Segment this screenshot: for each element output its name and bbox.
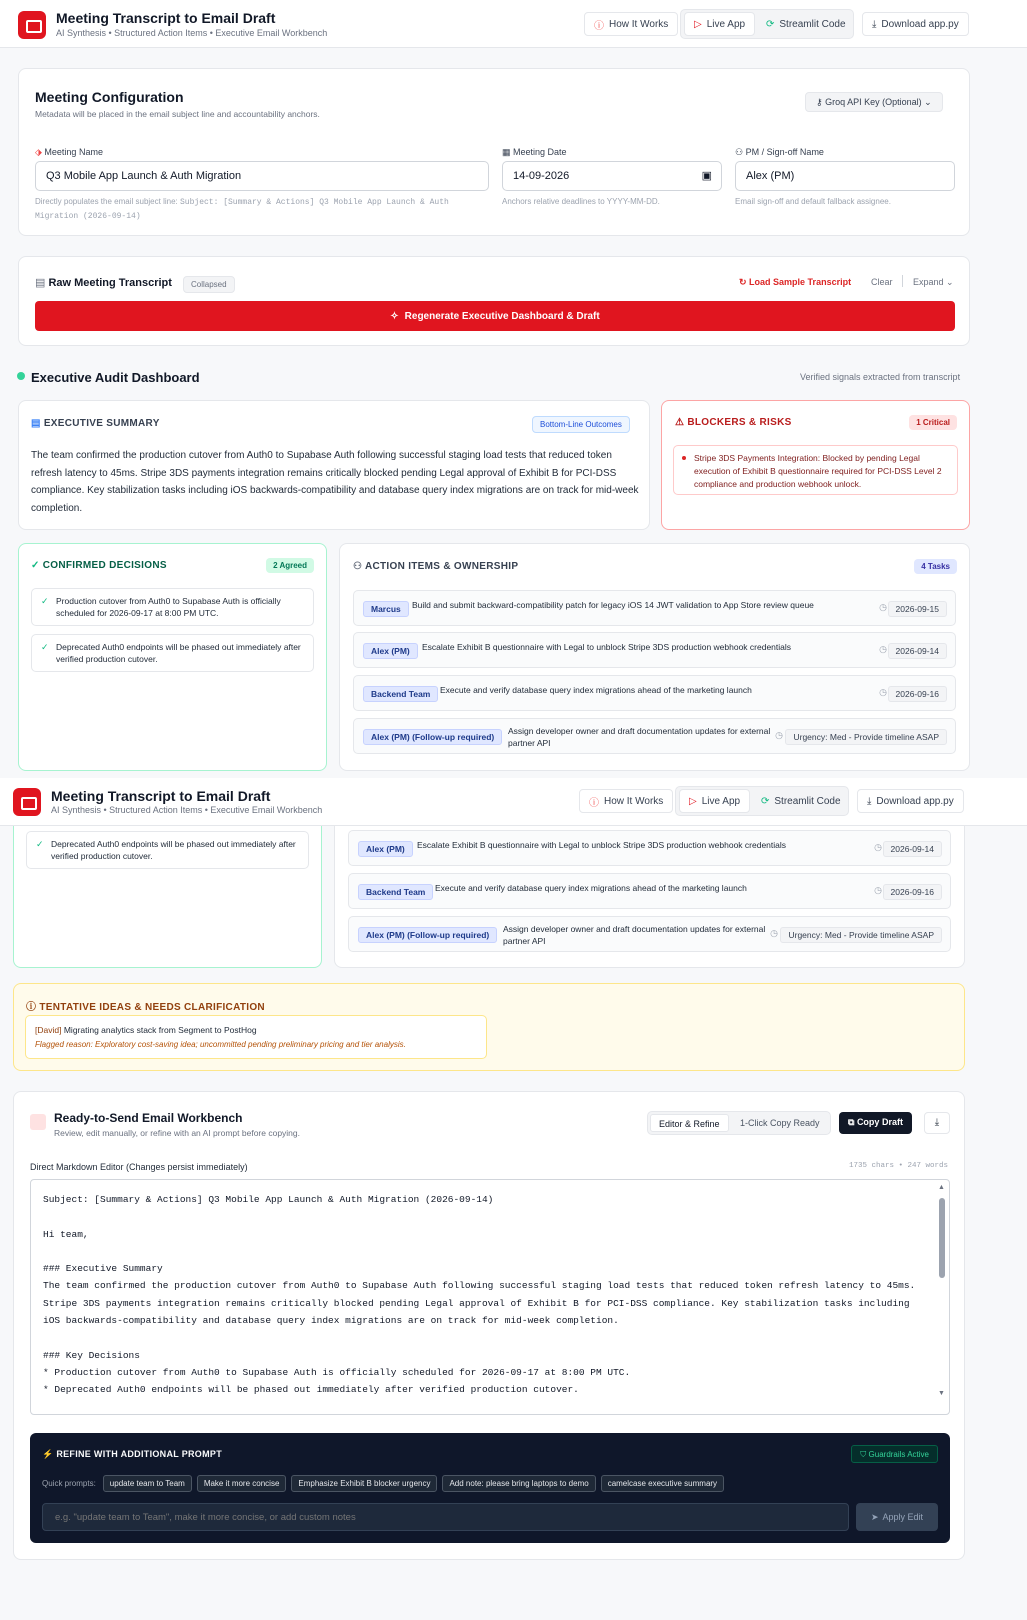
- meeting-name-hint: Directly populates the email subject line: Subject: [Summary & Actions] Q3 Mobile App Launch & Auth Migration (2026-09-14): [35, 197, 449, 221]
- play-icon: ▷: [694, 18, 702, 30]
- divider: [902, 275, 903, 287]
- config-subtitle: Metadata will be placed in the email subject line and accountability anchors.: [35, 109, 320, 119]
- bottom-line-badge: Bottom-Line Outcomes: [532, 416, 630, 433]
- meeting-date-hint: Anchors relative deadlines to YYYY-MM-DD.: [502, 197, 660, 206]
- transcript-card: [18, 256, 970, 346]
- critical-badge: 1 Critical: [909, 415, 957, 430]
- calendar-icon: ▦: [502, 147, 514, 157]
- file-icon: ▤: [35, 277, 49, 289]
- tag-icon: ⬗: [35, 147, 45, 157]
- send-icon: ➤: [870, 1511, 879, 1522]
- meeting-date-input[interactable]: 14-09-2026 ▣: [502, 161, 722, 191]
- due-date: 2026-09-14: [883, 841, 942, 857]
- decisions-card: [18, 543, 327, 771]
- download-icon: ⤓: [867, 795, 872, 807]
- live-app-tab[interactable]: ▷ Live App: [684, 12, 755, 36]
- check-icon: ✓: [36, 839, 44, 849]
- owner-badge: Marcus: [363, 601, 409, 617]
- due-urgency: Urgency: Med - Provide timeline ASAP: [780, 927, 942, 943]
- key-icon: ⚷: [816, 97, 826, 107]
- load-sample-button[interactable]: ↻ Load Sample Transcript: [739, 277, 852, 287]
- workbench-title: Ready-to-Send Email Workbench: [54, 1111, 243, 1125]
- app-title: Meeting Transcript to Email Draft: [51, 788, 271, 804]
- bullet: [682, 456, 686, 460]
- markdown-editor[interactable]: [30, 1179, 950, 1415]
- actions-card: [339, 543, 970, 771]
- warning-icon: ⚠: [675, 417, 688, 428]
- due-date: 2026-09-16: [883, 884, 942, 900]
- tentative-item: [25, 1015, 487, 1059]
- quick-prompt-chip[interactable]: camelcase executive summary: [601, 1475, 724, 1492]
- app-title: Meeting Transcript to Email Draft: [56, 10, 276, 26]
- clock-icon: ◷: [770, 928, 778, 938]
- decision-item: ✓ Production cutover from Auth0 to Supabase Auth is officially scheduled for 2026-09-17 at 8:00 PM UTC.: [31, 588, 314, 626]
- apply-edit-button[interactable]: ➤ Apply Edit: [856, 1503, 938, 1531]
- executive-summary-card: [18, 400, 650, 530]
- users-icon: ⚇: [353, 561, 365, 572]
- tentative-reason: Flagged reason: Exploratory cost-saving idea; uncommitted pending preliminary pricing and tier analysis.: [35, 1040, 406, 1049]
- chevron-down-icon: ⌄: [921, 97, 932, 107]
- decisions-title: ✓ CONFIRMED DECISIONS: [31, 560, 167, 571]
- refresh-icon: ↻: [739, 277, 750, 287]
- sparkle-icon: ✧: [390, 310, 399, 322]
- action-item: [348, 916, 951, 952]
- regenerate-button[interactable]: ✧ Regenerate Executive Dashboard & Draft: [35, 301, 955, 331]
- tentative-title: ⓘ TENTATIVE IDEAS & NEEDS CLARIFICATION: [26, 1002, 265, 1013]
- action-text: Escalate Exhibit B questionnaire with Legal to unblock Stripe 3DS production webhook credentials: [417, 840, 787, 850]
- how-it-works-button[interactable]: ⓘ How It Works: [579, 789, 673, 813]
- due-date: 2026-09-14: [888, 643, 947, 659]
- email-workbench-card: [13, 1091, 965, 1560]
- clock-icon: ◷: [874, 885, 882, 895]
- check-icon: ✓: [41, 596, 49, 606]
- scroll-up-icon[interactable]: ▲: [938, 1184, 945, 1191]
- magic-wand-icon: ⚡: [42, 1449, 57, 1459]
- tasks-badge: 4 Tasks: [914, 559, 957, 574]
- decision-item: ✓ Deprecated Auth0 endpoints will be phased out immediately after verified production cutover.: [26, 831, 309, 869]
- action-item: [353, 590, 956, 626]
- action-item: [348, 873, 951, 909]
- owner-badge: Alex (PM) (Follow-up required): [363, 729, 502, 745]
- editor-refine-tab[interactable]: Editor & Refine: [650, 1114, 729, 1132]
- app-header-sticky: [0, 778, 1027, 826]
- app-header: [0, 0, 1027, 48]
- blockers-card: [661, 400, 970, 530]
- action-text: Build and submit backward-compatibility patch for legacy iOS 14 JWT validation to App Store review queue: [412, 600, 814, 610]
- action-item: [353, 632, 956, 668]
- blocker-item: [673, 445, 958, 495]
- tentative-text: [David] Migrating analytics stack from Segment to PostHog: [35, 1025, 257, 1035]
- email-draft-text: Subject: [Summary & Actions] Q3 Mobile App Launch & Auth Migration (2026-09-14) Hi team, ### Executive Summary The team confirmed the production cutover from Auth0 to Supabase Auth following successful staging load tests that reduced token refresh latency to 45ms. Stripe 3DS payments integration remains critically blocked pending Legal approval of Exhibit B for PCI-DSS compliance. Key stabilization tasks including iOS backwards-compatibility and database query index migrations are on track for mid-week completion. ### Key Decisions * Production cutover from Auth0 to Supabase Auth is officially scheduled for 2026-09-17 at 8:00 PM UTC. * Deprecated Auth0 endpoints will be phased out immediately after verified production cutover.: [43, 1194, 916, 1396]
- action-text: Execute and verify database query index migrations ahead of the marketing launch: [440, 685, 752, 695]
- check-icon: ✓: [41, 642, 49, 652]
- pm-name-input[interactable]: Alex (PM): [735, 161, 955, 191]
- quick-prompt-chip[interactable]: Add note: please bring laptops to demo: [442, 1475, 595, 1492]
- refine-prompt-input[interactable]: [42, 1503, 849, 1531]
- actions-title: ⚇ ACTION ITEMS & OWNERSHIP: [353, 561, 519, 572]
- mail-icon: [30, 1114, 46, 1130]
- clear-button[interactable]: Clear: [871, 277, 893, 287]
- download-button[interactable]: ⤓ Download app.py: [862, 12, 969, 36]
- owner-badge: Alex (PM): [358, 841, 413, 857]
- clock-icon: ◷: [775, 730, 783, 740]
- scroll-thumb[interactable]: [939, 1198, 945, 1278]
- help-circle-icon: ⓘ: [594, 20, 604, 32]
- due-urgency: Urgency: Med - Provide timeline ASAP: [785, 729, 947, 745]
- download-draft-button[interactable]: [924, 1112, 950, 1134]
- refine-panel: [30, 1433, 950, 1543]
- groq-api-key-toggle[interactable]: ⚷ Groq API Key (Optional) ⌄: [805, 92, 943, 112]
- dashboard-note: Verified signals extracted from transcript: [800, 372, 961, 382]
- action-text: Assign developer owner and draft documentation updates for external partner API: [503, 924, 766, 946]
- download-icon: ⤓: [872, 18, 877, 30]
- meeting-name-label: ⬗ Meeting Name: [35, 147, 103, 157]
- blockers-title: ⚠ BLOCKERS & RISKS: [675, 417, 792, 428]
- clock-icon: ◷: [879, 687, 887, 697]
- action-text: Escalate Exhibit B questionnaire with Legal to unblock Stripe 3DS production webhook credentials: [422, 642, 792, 652]
- due-date: 2026-09-16: [888, 686, 947, 702]
- code-icon: ⟳: [766, 18, 775, 30]
- dashboard-title: Executive Audit Dashboard: [31, 370, 200, 385]
- pm-name-hint: Email sign-off and default fallback assignee.: [735, 197, 891, 206]
- action-item: [353, 718, 956, 754]
- meeting-config-card: [18, 68, 970, 236]
- config-title: Meeting Configuration: [35, 89, 184, 105]
- app-subtitle: AI Synthesis • Structured Action Items • Executive Email Workbench: [51, 805, 323, 815]
- owner-badge: Backend Team: [358, 884, 433, 900]
- app-logo-icon: [13, 788, 41, 816]
- calendar-picker-icon[interactable]: ▣: [701, 170, 712, 182]
- copy-icon: ⧉: [848, 1117, 857, 1127]
- play-icon: ▷: [689, 795, 697, 807]
- quick-prompt-chip[interactable]: Emphasize Exhibit B blocker urgency: [291, 1475, 437, 1492]
- summary-text: The team confirmed the production cutover from Auth0 to Supabase Auth following successful staging load tests that reduced token refresh latency to 45ms. Stripe 3DS payments integration remains critically blocked pending Legal approval of Exhibit B for PCI-DSS compliance. Key stabilization tasks including iOS backwards-compatibility and database query index migrations are on track for mid-week completion.: [31, 450, 639, 514]
- decision-item: ✓ Deprecated Auth0 endpoints will be phased out immediately after verified production cutover.: [31, 634, 314, 672]
- owner-badge: Alex (PM): [363, 643, 418, 659]
- action-item: [353, 675, 956, 711]
- live-app-tab[interactable]: ▷ Live App: [679, 789, 750, 813]
- streamlit-code-tab[interactable]: ⟳ Streamlit Code: [766, 18, 846, 30]
- expand-button[interactable]: Expand ⌄: [913, 277, 954, 287]
- meeting-name-input[interactable]: Q3 Mobile App Launch & Auth Migration: [35, 161, 489, 191]
- quick-prompt-chip[interactable]: update team to Team: [103, 1475, 192, 1492]
- help-circle-icon: ⓘ: [26, 1002, 40, 1013]
- streamlit-code-tab[interactable]: ⟳ Streamlit Code: [761, 795, 841, 807]
- quick-prompts: [42, 1475, 729, 1492]
- action-text: Execute and verify database query index migrations ahead of the marketing launch: [435, 883, 747, 893]
- chevron-down-icon: ⌄: [943, 277, 954, 287]
- clock-icon: ◷: [874, 842, 882, 852]
- editor-scrollbar[interactable]: [937, 1182, 947, 1412]
- shield-icon: ⛉: [860, 1450, 869, 1459]
- quick-prompts-label: Quick prompts:: [42, 1479, 96, 1488]
- guardrails-badge: ⛉ Guardrails Active: [851, 1445, 938, 1463]
- quick-prompt-chip[interactable]: Make it more concise: [197, 1475, 287, 1492]
- owner-badge: Alex (PM) (Follow-up required): [358, 927, 497, 943]
- app-subtitle: AI Synthesis • Structured Action Items • Executive Email Workbench: [56, 28, 328, 38]
- check-circle-icon: ✓: [31, 560, 43, 571]
- blocker-text: Stripe 3DS Payments Integration: Blocked by pending Legal execution of Exhibit B questionnaire required for PCI-DSS Level 2 compliance and production webhook unlock.: [694, 453, 942, 489]
- action-item: [348, 830, 951, 866]
- clock-icon: ◷: [879, 644, 887, 654]
- copy-ready-tab[interactable]: 1-Click Copy Ready: [740, 1118, 820, 1128]
- transcript-title: ▤ Raw Meeting Transcript: [35, 277, 172, 289]
- code-icon: ⟳: [761, 795, 770, 807]
- summary-title: ▤ EXECUTIVE SUMMARY: [31, 418, 160, 429]
- clock-icon: ◷: [879, 602, 887, 612]
- owner-badge: Backend Team: [363, 686, 438, 702]
- user-icon: ⚇: [735, 147, 746, 157]
- document-icon: ▤: [31, 418, 44, 429]
- how-it-works-button[interactable]: ⓘ How It Works: [584, 12, 678, 36]
- tentative-card: [13, 983, 965, 1071]
- download-button[interactable]: ⤓ Download app.py: [857, 789, 964, 813]
- refine-title: ⚡ REFINE WITH ADDITIONAL PROMPT: [42, 1449, 223, 1459]
- help-circle-icon: ⓘ: [589, 797, 599, 809]
- due-date: 2026-09-15: [888, 601, 947, 617]
- editor-stats: 1735 chars • 247 words: [848, 1162, 948, 1170]
- action-text: Assign developer owner and draft documentation updates for external partner API: [508, 726, 771, 748]
- meeting-date-label: ▦ Meeting Date: [502, 147, 567, 157]
- collapsed-badge: Collapsed: [183, 276, 235, 293]
- download-icon: ⤓: [934, 1117, 940, 1128]
- scroll-down-icon[interactable]: ▼: [938, 1390, 945, 1397]
- pm-name-label: ⚇ PM / Sign-off Name: [735, 147, 824, 157]
- editor-label: Direct Markdown Editor (Changes persist immediately): [30, 1162, 248, 1172]
- agreed-badge: 2 Agreed: [266, 558, 314, 573]
- app-logo-icon: [18, 11, 46, 39]
- status-dot: [17, 372, 25, 380]
- copy-draft-button[interactable]: ⧉ Copy Draft: [839, 1112, 912, 1134]
- workbench-subtitle: Review, edit manually, or refine with an AI prompt before copying.: [54, 1128, 300, 1138]
